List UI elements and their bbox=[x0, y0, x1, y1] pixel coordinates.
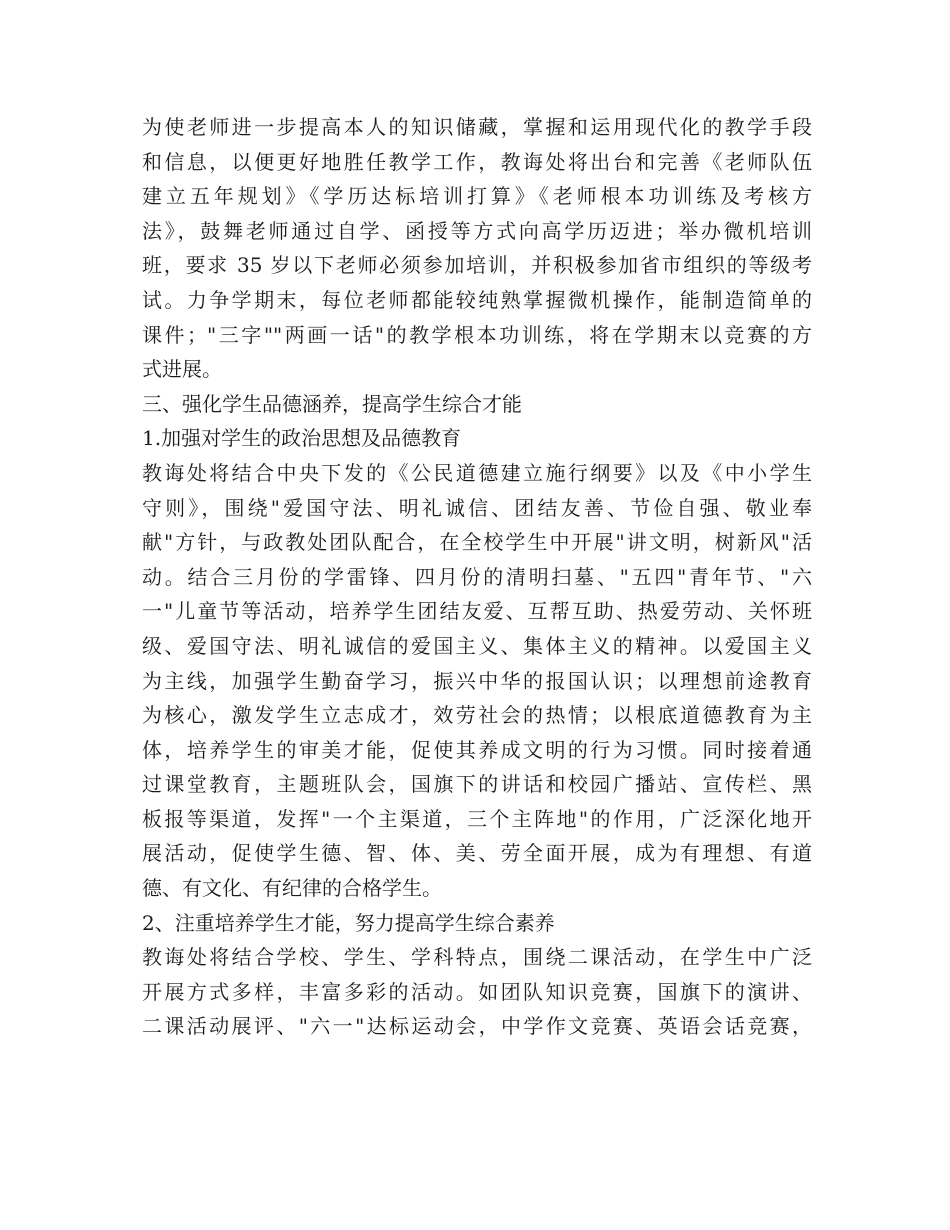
text-line: 级、爱国守法、明礼诚信的爱国主义、集体主义的精神。以爱国主义 bbox=[142, 633, 812, 658]
text-line: 展活动，促使学生德、智、体、美、劳全面开展，成为有理想、有道 bbox=[142, 841, 812, 866]
text-line: 开展方式多样，丰富多彩的活动。如团队知识竞赛，国旗下的演讲、 bbox=[142, 979, 812, 1004]
text-line: 试。力争学期末，每位老师都能较纯熟掌握微机操作，能制造简单的 bbox=[142, 287, 812, 312]
text-line: 过课堂教育，主题班队会，国旗下的讲话和校园广播站、宣传栏、黑 bbox=[142, 772, 812, 797]
text-line: 班，要求 35 岁以下老师必须参加培训，并积极参加省市组织的等级考 bbox=[142, 253, 812, 278]
text-line: 和信息，以便更好地胜任教学工作，教诲处将出台和完善《老师队伍 bbox=[142, 149, 812, 174]
text-line: 一"儿童节等活动，培养学生团结友爱、互帮互助、热爱劳动、关怀班 bbox=[142, 599, 812, 624]
text-line: 为使老师进一步提高本人的知识储藏，掌握和运用现代化的教学手段 bbox=[142, 115, 812, 139]
text-line: 教诲处将结合学校、学生、学科特点，围绕二课活动，在学生中广泛 bbox=[142, 945, 812, 970]
text-line: 板报等渠道，发挥"一个主渠道，三个主阵地"的作用，广泛深化地开 bbox=[142, 806, 812, 831]
text-line: 献"方针，与政教处团队配合，在全校学生中开展"讲文明，树新风"活 bbox=[142, 530, 812, 555]
text-line: 二课活动展评、"六一"达标运动会，中学作文竞赛、英语会话竞赛， bbox=[142, 1014, 812, 1039]
subsection-heading: 1.加强对学生的政治思想及品德教育 bbox=[142, 426, 462, 451]
text-line: 式进展。 bbox=[142, 357, 222, 382]
text-line: 为主线，加强学生勤奋学习，振兴中华的报国认识；以理想前途教育 bbox=[142, 668, 812, 693]
text-line: 德、有文化、有纪律的合格学生。 bbox=[142, 876, 442, 901]
text-line: 课件；"三字""两画一话"的教学根本功训练，将在学期末以竞赛的方 bbox=[142, 322, 812, 347]
section-heading: 三、强化学生品德涵养，提高学生综合才能 bbox=[142, 391, 522, 416]
text-line: 法》，鼓舞老师通过自学、函授等方式向高学历迈进；举办微机培训 bbox=[142, 218, 812, 243]
text-line: 体，培养学生的审美才能，促使其养成文明的行为习惯。同时接着通 bbox=[142, 737, 812, 762]
document-body bbox=[142, 110, 812, 1044]
text-line: 建立五年规划》《学历达标培训打算》《老师根本功训练及考核方 bbox=[142, 184, 812, 209]
text-line: 动。结合三月份的学雷锋、四月份的清明扫墓、"五四"青年节、"六 bbox=[142, 564, 812, 589]
text-line: 守则》，围绕"爱国守法、明礼诚信、团结友善、节俭自强、敬业奉 bbox=[142, 495, 812, 520]
text-line: 教诲处将结合中央下发的《公民道德建立施行纲要》以及《中小学生 bbox=[142, 460, 812, 485]
text-line: 为核心，激发学生立志成才，效劳社会的热情；以根底道德教育为主 bbox=[142, 703, 812, 728]
subsection-heading: 2、注重培养学生才能，努力提高学生综合素养 bbox=[142, 910, 555, 935]
